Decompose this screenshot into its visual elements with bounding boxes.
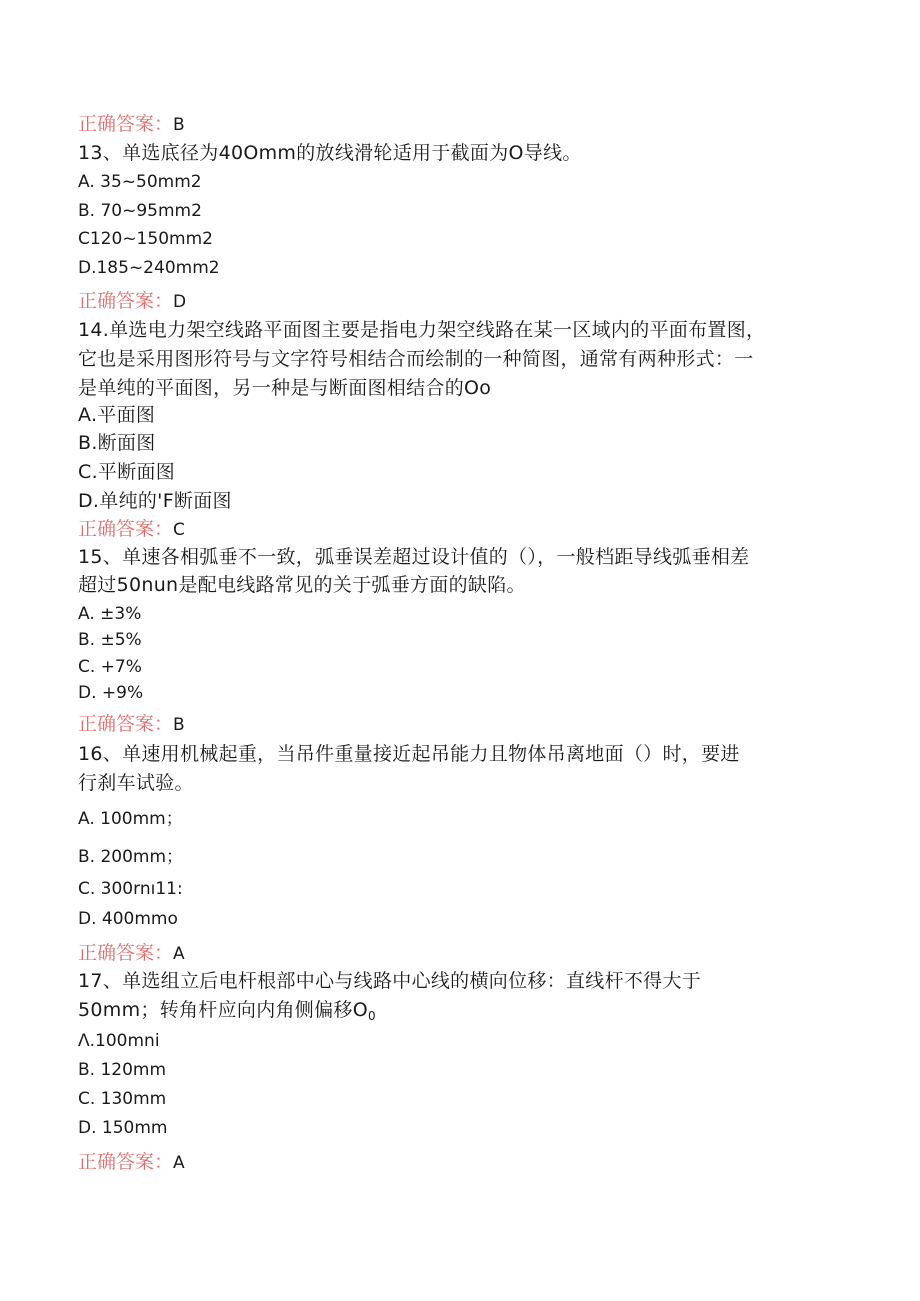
answer-label: 正确答案： [78,290,174,312]
answer-value: D [173,292,187,312]
question-14-stem-line-3: 是单纯的平面图，另一种是与断面图相结合的Oo [78,377,492,399]
question-14-option-c: C.平断面图 [78,461,176,483]
question-13-option-c: C120~150mm2 [78,229,213,249]
question-13-option-d: D.185~240mm2 [78,258,220,278]
question-16-option-b: B. 200mm； [78,847,184,867]
question-15-option-c: C. +7% [78,657,142,677]
answer-value: A [173,944,185,964]
question-13-option-a: A. 35~50mm2 [78,172,202,192]
question-16-stem-line-2: 行刹车试验。 [78,772,194,794]
question-15-stem-line-2: 超过50nun是配电线路常见的关于弧垂方面的缺陷。 [78,574,526,596]
answer-line [78,1150,185,1175]
answer-label: 正确答案： [78,113,174,135]
answer-label: 正确答案： [78,942,174,964]
answer-value: C [173,520,185,540]
question-14-option-a: A.平面图 [78,404,156,426]
question-14-option-b: B.断面图 [78,432,156,454]
question-16-option-c: C. 300rnı11: [78,879,183,899]
answer-value: B [173,115,185,135]
answer-line [78,941,185,966]
question-16-stem-line-1: 16、单速用机械起重，当吊件重量接近起吊能力且物体吊离地面（）时，要进 [78,743,740,765]
question-17-option-b: B. 120mm [78,1060,167,1080]
answer-line [78,712,185,737]
question-17-option-a: Λ.100mni [78,1031,160,1051]
question-16-option-a: A. 100mm； [78,809,183,829]
question-15-stem-line-1: 15、单速各相弧垂不一致，弧垂误差超过设计值的（），一般档距导线弧垂相差 [78,546,750,568]
question-15-option-b: B. ±5% [78,630,142,650]
question-17-option-c: C. 130mm [78,1089,167,1109]
question-17-option-d: D. 150mm [78,1118,168,1138]
question-17-stem-line-1: 17、单选组立后电杆根部中心与线路中心线的横向位移：直线杆不得大于 [78,970,702,992]
question-14-stem-line-2: 它也是采用图形符号与文字符号相结合而绘制的一种简图，通常有两种形式：一 [78,348,754,370]
answer-label: 正确答案： [78,1151,174,1173]
question-14-option-d: D.单纯的'F断面图 [78,490,232,512]
question-14-stem-line-1: 14.单选电力架空线路平面图主要是指电力架空线路在某一区域内的平面布置图， [78,319,766,341]
answer-line [78,112,185,137]
answer-label: 正确答案： [78,518,174,540]
question-15-option-a: A. ±3% [78,604,142,624]
question-13-option-b: B. 70~95mm2 [78,201,202,221]
answer-value: B [173,715,185,735]
question-16-option-d: D. 400mmo [78,909,178,929]
question-17-stem-line-2 [78,998,376,1028]
answer-value: A [173,1153,185,1173]
answer-label: 正确答案： [78,713,174,735]
answer-line [78,289,186,314]
question-13-stem: 13、单选底径为40Omm的放线滑轮适用于截面为O导线。 [78,142,582,164]
answer-line [78,517,185,542]
question-17-stem-text: 50mm；转角杆应向内角侧偏移O [78,999,368,1021]
question-17-stem-subscript: 0 [367,1009,376,1023]
question-15-option-d: D. +9% [78,683,144,703]
